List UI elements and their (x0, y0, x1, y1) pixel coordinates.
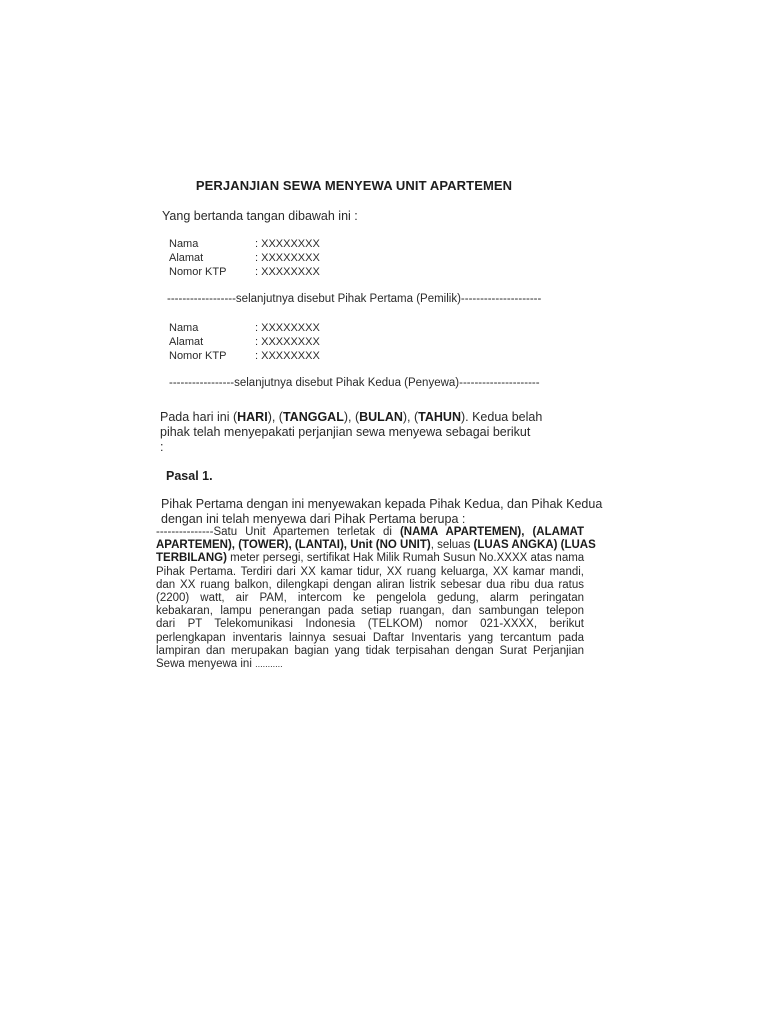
ktp-value: : XXXXXXXX (255, 266, 320, 278)
body-line-2 (156, 539, 596, 552)
text-fragment: ). Kedua belah (460, 410, 543, 424)
text-fragment: meter persegi, sertifikat Hak Milik Rumah Susun No.XXXX atas nama (226, 552, 585, 565)
address-value: : XXXXXXXX (255, 336, 320, 348)
opening-line-3: : (160, 440, 164, 454)
text-fragment: , seluas (430, 539, 474, 552)
intro-text: Yang bertanda tangan dibawah ini : (162, 209, 358, 223)
address-label: Alamat (169, 336, 204, 348)
apartment-placeholder: (NAMA APARTEMEN), (ALAMAT (399, 526, 584, 538)
party-one-separator: ------------------selanjutnya disebut Pihak Pertama (Pemilik)--------------------- (167, 293, 542, 305)
address-value: : XXXXXXXX (255, 252, 320, 264)
party-one-address-row (169, 251, 320, 265)
name-label: Nama (169, 322, 199, 334)
party-two-ktp-row (169, 349, 320, 363)
body-line-10: lampiran dan merupakan bagian yang tidak terpisahan dengan Surat Perjanjian (156, 644, 584, 657)
area-placeholder: (LUAS ANGKA) (LUAS (473, 539, 596, 552)
body-line-6: (2200) watt, air PAM, intercom ke pengelola gedung, alarm peringatan (156, 592, 584, 605)
party-two-details (169, 321, 320, 363)
body-line-7: kebakaran, lampu penerangan pada setiap ruangan, dan sambungan telepon (156, 605, 584, 618)
party-two-name-row (169, 321, 320, 335)
text-fragment: Pada hari ini ( (160, 410, 238, 424)
party-two-separator: -----------------selanjutnya disebut Pihak Kedua (Penyewa)--------------------- (169, 377, 540, 389)
opening-line-1 (160, 410, 560, 425)
area-words-placeholder: TERBILANG) (156, 552, 227, 565)
body-line-5: dan XX ruang balkon, dilengkapi dengan aliran listrik sebesar dua ribu dua ratus (156, 578, 584, 591)
ktp-label: Nomor KTP (169, 266, 227, 278)
document-title: PERJANJIAN SEWA MENYEWA UNIT APARTEMEN (195, 178, 513, 193)
article-intro-line-2: dengan ini telah menyewa dari Pihak Pertama berupa : (161, 512, 466, 526)
party-two-address-row (169, 335, 320, 349)
text-fragment: Sewa menyewa ini (156, 658, 252, 671)
text-fragment: ), ( (343, 410, 360, 424)
body-line-9: perlengkapan inventaris lainnya sesuai Daftar Inventaris yang tercantum pada (156, 631, 584, 644)
article-intro (161, 497, 602, 527)
body-line-3 (156, 552, 584, 565)
text-fragment: ---------------Satu Unit Apartemen terletak di (156, 526, 400, 538)
body-line-4: Pihak Pertama. Terdiri dari XX kamar tidur, XX ruang keluarga, XX kamar mandi, (156, 565, 584, 578)
article-intro-line-1: Pihak Pertama dengan ini menyewakan kepada Pihak Kedua, dan Pihak Kedua (161, 497, 603, 511)
article-heading: Pasal 1. (166, 469, 213, 483)
opening-line-2: pihak telah menyepakati perjanjian sewa menyewa sebagai berikut (160, 425, 531, 439)
name-value: : XXXXXXXX (255, 322, 320, 334)
party-one-ktp-row (169, 265, 320, 279)
opening-paragraph (160, 410, 560, 455)
date-placeholder: TANGGAL (282, 410, 344, 424)
day-placeholder: HARI (237, 410, 268, 424)
text-fragment: ), ( (267, 410, 283, 424)
month-placeholder: BULAN (359, 410, 403, 424)
article-body (156, 526, 596, 671)
party-one-details (169, 237, 320, 279)
name-label: Nama (169, 238, 199, 250)
text-fragment: ), ( (402, 410, 419, 424)
year-placeholder: TAHUN (418, 410, 461, 424)
fill-dots: ........... (255, 659, 283, 670)
name-value: : XXXXXXXX (255, 238, 320, 250)
body-line-1 (156, 526, 584, 539)
party-one-name-row (169, 237, 320, 251)
body-line-11 (156, 658, 584, 671)
address-label: Alamat (169, 252, 204, 264)
ktp-value: : XXXXXXXX (255, 350, 320, 362)
unit-placeholder: APARTEMEN), (TOWER), (LANTAI), Unit (NO UNIT) (156, 539, 431, 552)
ktp-label: Nomor KTP (169, 350, 227, 362)
body-line-8: dari PT Telekomunikasi Indonesia (TELKOM) nomor 021-XXXX, berikut (156, 618, 584, 631)
